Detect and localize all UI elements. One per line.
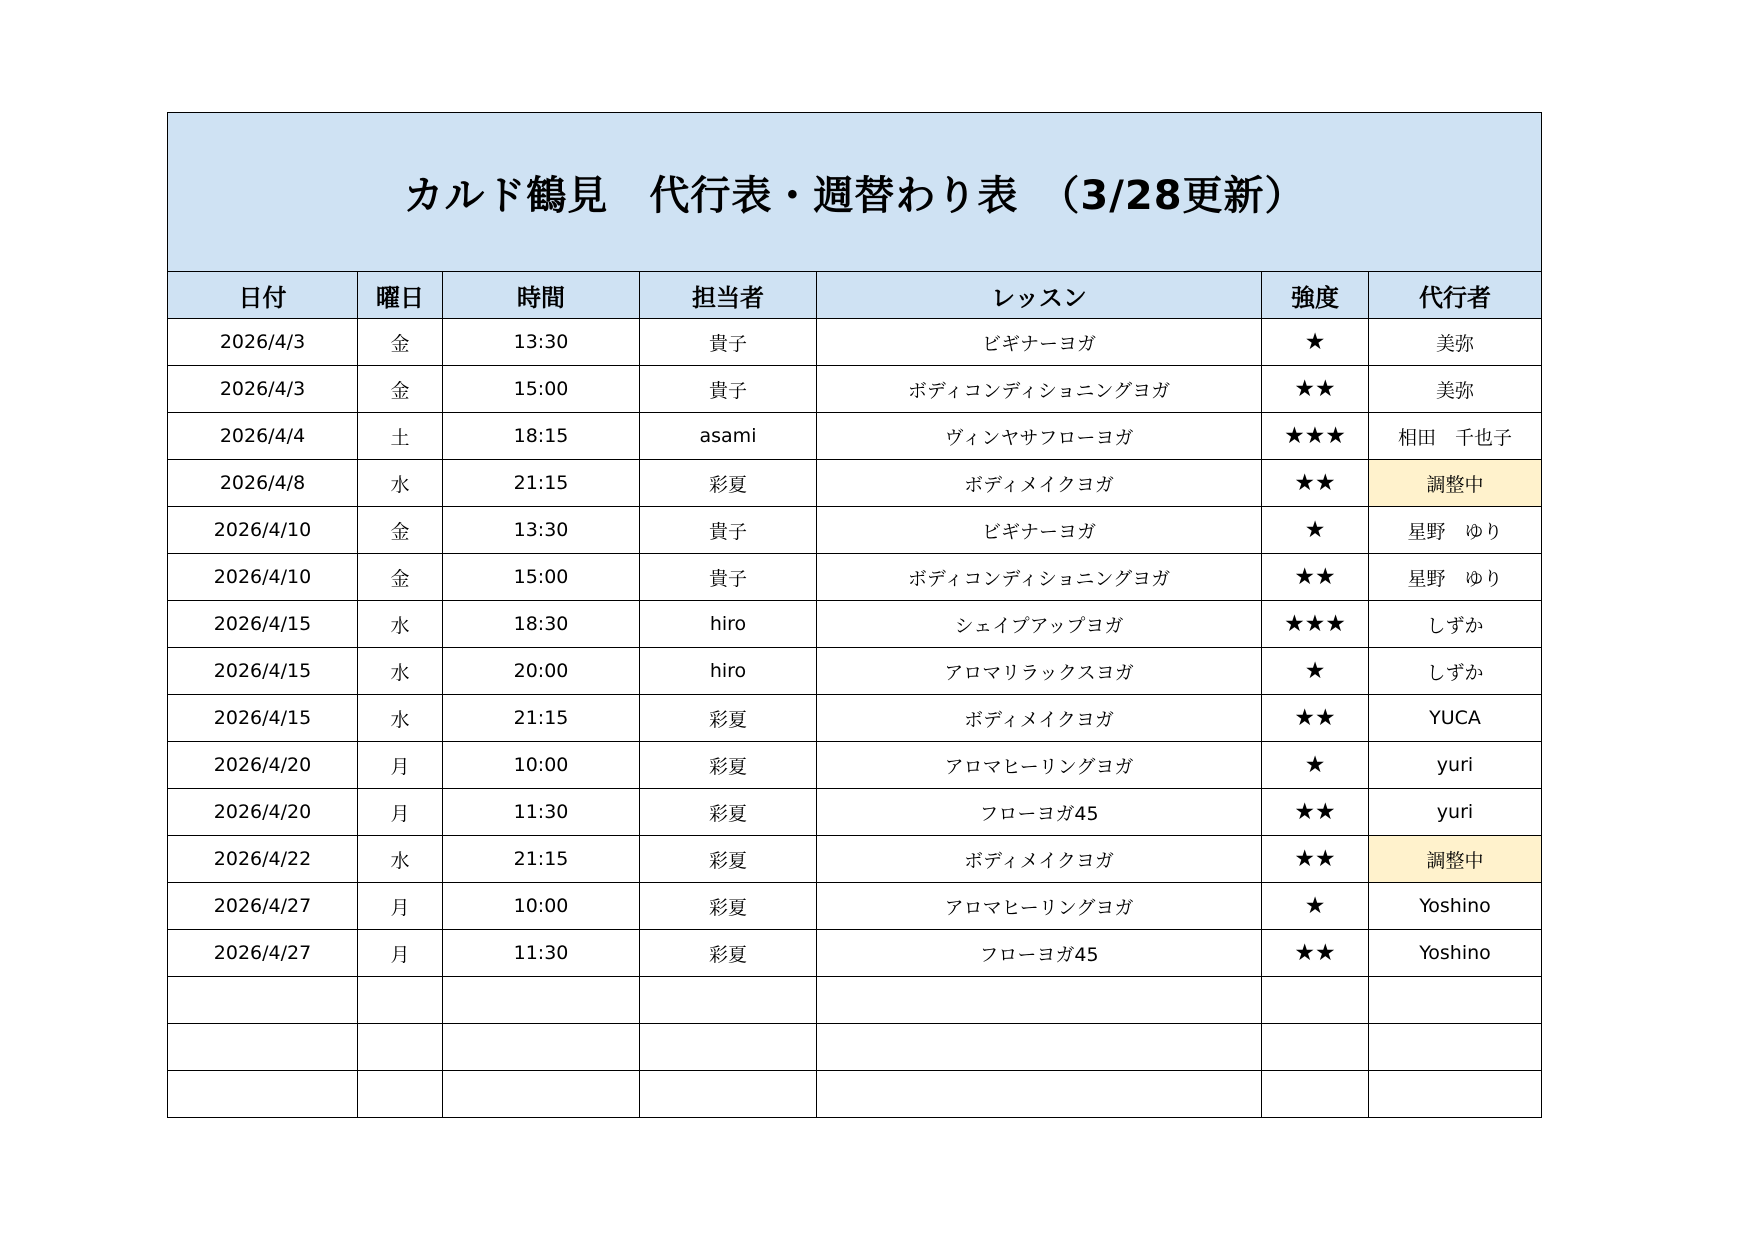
cell-day: 金: [358, 507, 443, 554]
cell-substitute: Yoshino: [1369, 930, 1542, 977]
cell-day: 月: [358, 742, 443, 789]
cell-intensity: ★★: [1262, 836, 1369, 883]
table-row: [168, 1024, 1542, 1071]
column-header-time: 時間: [443, 272, 640, 319]
cell-day: 金: [358, 554, 443, 601]
cell-day: 金: [358, 366, 443, 413]
cell-instructor: 貴子: [640, 507, 817, 554]
cell-instructor: 貴子: [640, 366, 817, 413]
table-header-row: [168, 272, 1542, 319]
table-row: [168, 554, 1542, 601]
cell-day: 月: [358, 883, 443, 930]
cell-lesson: ボディメイクヨガ: [817, 695, 1262, 742]
cell-time: 15:00: [443, 554, 640, 601]
cell-instructor: 彩夏: [640, 836, 817, 883]
cell-lesson: ヴィンヤサフローヨガ: [817, 413, 1262, 460]
cell-lesson: ビギナーヨガ: [817, 319, 1262, 366]
cell-instructor: [640, 977, 817, 1024]
table-row: [168, 883, 1542, 930]
cell-instructor: 彩夏: [640, 695, 817, 742]
table-row: [168, 789, 1542, 836]
cell-time: 21:15: [443, 836, 640, 883]
cell-intensity: ★★: [1262, 554, 1369, 601]
column-header-day: 曜日: [358, 272, 443, 319]
cell-substitute: 星野 ゆり: [1369, 507, 1542, 554]
cell-intensity: ★: [1262, 742, 1369, 789]
table-row: [168, 836, 1542, 883]
cell-instructor: [640, 1071, 817, 1118]
cell-substitute: yuri: [1369, 742, 1542, 789]
cell-intensity: ★★★: [1262, 601, 1369, 648]
table-row: [168, 507, 1542, 554]
cell-intensity: ★★: [1262, 789, 1369, 836]
cell-date: 2026/4/10: [168, 554, 358, 601]
cell-time: 20:00: [443, 648, 640, 695]
cell-time: 11:30: [443, 930, 640, 977]
cell-time: 13:30: [443, 319, 640, 366]
cell-instructor: hiro: [640, 601, 817, 648]
cell-intensity: ★★: [1262, 695, 1369, 742]
cell-day: 水: [358, 695, 443, 742]
cell-instructor: 彩夏: [640, 742, 817, 789]
cell-intensity: [1262, 1071, 1369, 1118]
cell-intensity: ★★: [1262, 460, 1369, 507]
table-row: [168, 319, 1542, 366]
column-header-date: 日付: [168, 272, 358, 319]
cell-time: 15:00: [443, 366, 640, 413]
cell-instructor: hiro: [640, 648, 817, 695]
cell-day: 水: [358, 460, 443, 507]
cell-lesson: ビギナーヨガ: [817, 507, 1262, 554]
cell-date: 2026/4/15: [168, 648, 358, 695]
table-row: [168, 413, 1542, 460]
column-header-lesson: レッスン: [817, 272, 1262, 319]
cell-lesson: アロマヒーリングヨガ: [817, 883, 1262, 930]
cell-substitute: しずか: [1369, 648, 1542, 695]
cell-time: 18:15: [443, 413, 640, 460]
cell-intensity: ★: [1262, 507, 1369, 554]
cell-time: [443, 1024, 640, 1071]
cell-lesson: [817, 1071, 1262, 1118]
table-row: [168, 742, 1542, 789]
cell-day: 水: [358, 648, 443, 695]
cell-date: 2026/4/3: [168, 319, 358, 366]
cell-time: 21:15: [443, 695, 640, 742]
cell-lesson: アロマリラックスヨガ: [817, 648, 1262, 695]
table-row: [168, 460, 1542, 507]
cell-substitute: しずか: [1369, 601, 1542, 648]
cell-time: 10:00: [443, 883, 640, 930]
cell-substitute: 美弥: [1369, 366, 1542, 413]
table-row: [168, 648, 1542, 695]
cell-date: 2026/4/20: [168, 742, 358, 789]
column-header-substitute: 代行者: [1369, 272, 1542, 319]
cell-substitute: Yoshino: [1369, 883, 1542, 930]
table-body: [168, 319, 1542, 1118]
cell-time: 18:30: [443, 601, 640, 648]
table-row: [168, 695, 1542, 742]
cell-intensity: ★★: [1262, 366, 1369, 413]
cell-substitute: [1369, 1024, 1542, 1071]
cell-substitute: [1369, 1071, 1542, 1118]
table-row: [168, 930, 1542, 977]
cell-substitute: 星野 ゆり: [1369, 554, 1542, 601]
table-row: [168, 977, 1542, 1024]
page-title: カルド鶴見 代行表・週替わり表 （3/28更新）: [168, 113, 1542, 272]
cell-lesson: ボディメイクヨガ: [817, 836, 1262, 883]
cell-day: [358, 1071, 443, 1118]
table-row: [168, 1071, 1542, 1118]
cell-intensity: [1262, 977, 1369, 1024]
cell-lesson: シェイプアップヨガ: [817, 601, 1262, 648]
cell-instructor: [640, 1024, 817, 1071]
cell-lesson: [817, 977, 1262, 1024]
cell-intensity: ★: [1262, 883, 1369, 930]
cell-time: [443, 977, 640, 1024]
cell-intensity: ★: [1262, 648, 1369, 695]
cell-intensity: ★★★: [1262, 413, 1369, 460]
cell-lesson: ボディコンディショニングヨガ: [817, 554, 1262, 601]
cell-date: [168, 1071, 358, 1118]
cell-day: 水: [358, 601, 443, 648]
cell-time: [443, 1071, 640, 1118]
cell-day: [358, 977, 443, 1024]
cell-intensity: ★: [1262, 319, 1369, 366]
cell-date: 2026/4/4: [168, 413, 358, 460]
cell-time: 13:30: [443, 507, 640, 554]
cell-date: [168, 977, 358, 1024]
cell-date: 2026/4/15: [168, 695, 358, 742]
cell-date: [168, 1024, 358, 1071]
cell-intensity: ★★: [1262, 930, 1369, 977]
cell-instructor: 彩夏: [640, 460, 817, 507]
cell-substitute: [1369, 977, 1542, 1024]
cell-date: 2026/4/8: [168, 460, 358, 507]
cell-day: 水: [358, 836, 443, 883]
cell-instructor: 彩夏: [640, 883, 817, 930]
cell-substitute: 調整中: [1369, 836, 1542, 883]
cell-time: 10:00: [443, 742, 640, 789]
cell-date: 2026/4/10: [168, 507, 358, 554]
cell-lesson: [817, 1024, 1262, 1071]
cell-day: 土: [358, 413, 443, 460]
cell-date: 2026/4/27: [168, 930, 358, 977]
cell-substitute: yuri: [1369, 789, 1542, 836]
table-row: [168, 601, 1542, 648]
cell-date: 2026/4/22: [168, 836, 358, 883]
cell-date: 2026/4/20: [168, 789, 358, 836]
cell-substitute: 美弥: [1369, 319, 1542, 366]
cell-date: 2026/4/27: [168, 883, 358, 930]
cell-instructor: 貴子: [640, 319, 817, 366]
cell-lesson: フローヨガ45: [817, 930, 1262, 977]
cell-instructor: 彩夏: [640, 789, 817, 836]
cell-intensity: [1262, 1024, 1369, 1071]
cell-instructor: 彩夏: [640, 930, 817, 977]
cell-day: 月: [358, 789, 443, 836]
column-header-instructor: 担当者: [640, 272, 817, 319]
cell-time: 21:15: [443, 460, 640, 507]
cell-lesson: ボディコンディショニングヨガ: [817, 366, 1262, 413]
cell-lesson: フローヨガ45: [817, 789, 1262, 836]
cell-instructor: 貴子: [640, 554, 817, 601]
table-row: [168, 366, 1542, 413]
cell-day: [358, 1024, 443, 1071]
column-header-intensity: 強度: [1262, 272, 1369, 319]
cell-lesson: アロマヒーリングヨガ: [817, 742, 1262, 789]
cell-substitute: 相田 千也子: [1369, 413, 1542, 460]
cell-date: 2026/4/15: [168, 601, 358, 648]
cell-substitute: YUCA: [1369, 695, 1542, 742]
cell-substitute: 調整中: [1369, 460, 1542, 507]
cell-time: 11:30: [443, 789, 640, 836]
cell-lesson: ボディメイクヨガ: [817, 460, 1262, 507]
substitute-schedule-table: [167, 112, 1542, 1118]
cell-day: 金: [358, 319, 443, 366]
cell-instructor: asami: [640, 413, 817, 460]
cell-date: 2026/4/3: [168, 366, 358, 413]
cell-day: 月: [358, 930, 443, 977]
